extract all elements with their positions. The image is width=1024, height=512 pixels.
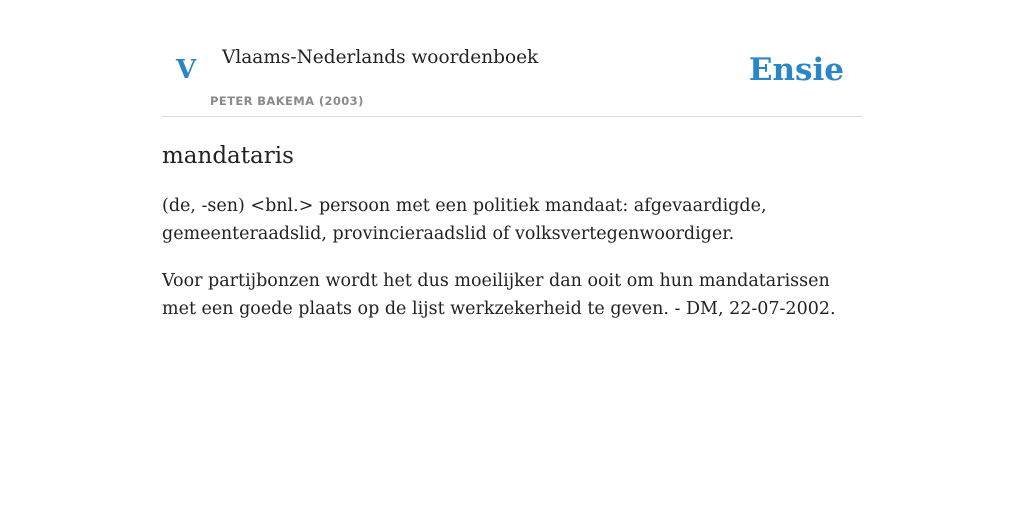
dictionary-header bbox=[162, 0, 862, 117]
dictionary-card bbox=[162, 0, 862, 323]
dictionary-title-link[interactable]: Vlaams-Nederlands woordenboek bbox=[222, 47, 539, 68]
entry-definition: (de, -sen) <bnl.> persoon met een politiek mandaat: afgevaardigde, gemeenteraadslid, provincieraadslid of volksvertegenwoordiger. bbox=[162, 196, 767, 244]
entry-example: Voor partijbonzen wordt het dus moeilijker dan ooit om hun mandatarissen met een goede plaats op de lijst werkzekerheid te geven. - DM, 22-07-2002. bbox=[162, 271, 836, 319]
entry-headword: mandataris bbox=[162, 143, 294, 169]
dictionary-author: PETER BAKEMA (2003) bbox=[210, 94, 364, 108]
ensie-logo-link[interactable]: Ensie bbox=[748, 52, 844, 88]
dictionary-logo-letter[interactable]: V bbox=[176, 55, 197, 85]
